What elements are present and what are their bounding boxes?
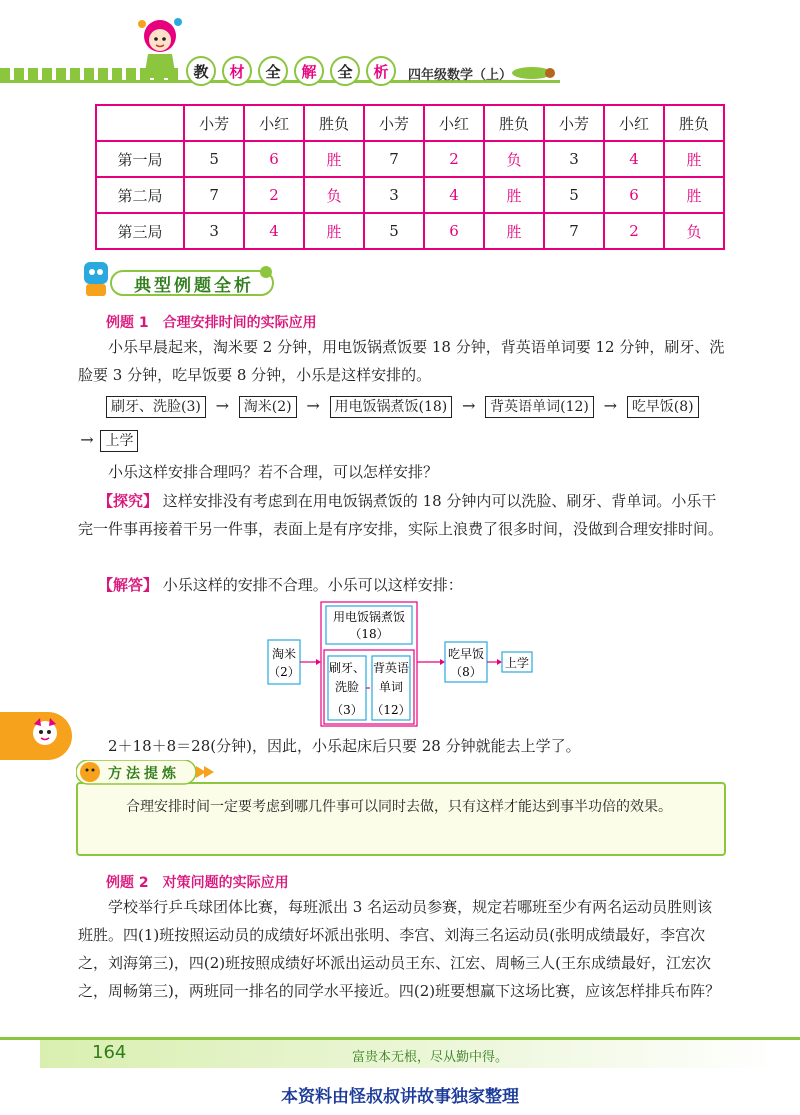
table-cell: 胜负 — [484, 105, 544, 141]
table-cell: 2 — [244, 177, 304, 213]
flow-step: 淘米(2) — [239, 396, 297, 418]
answer-text: 小乐这样的安排不合理。小乐可以这样安排： — [162, 576, 463, 594]
section-banner — [110, 270, 274, 296]
diagram-text: （2） — [268, 665, 300, 679]
table-cell: 胜 — [664, 141, 724, 177]
example1-problem: 小乐早晨起来，淘米要 2 分钟，用电饭锅煮饭要 18 分钟，背英语单词要 12 分钟，刷牙、洗脸要 3 分钟，吃早饭要 8 分钟，小乐是这样安排的。 — [78, 338, 725, 384]
table-row — [96, 177, 724, 213]
tips-label: 方法提炼 — [108, 766, 180, 782]
diagram-text: 吃早饭 — [447, 647, 485, 661]
diagram-text: 单词 — [378, 680, 404, 694]
arrow-right-icon: → — [80, 430, 94, 449]
footer-motto: 富贵本无根，尽从勤中得。 — [352, 1050, 509, 1065]
table-cell: 胜 — [304, 141, 364, 177]
diagram-text: （3） — [331, 703, 363, 717]
table-cell: 胜 — [484, 177, 544, 213]
table-cell: 小红 — [244, 105, 304, 141]
diagram-text: （18） — [349, 627, 389, 641]
mascot-icon — [132, 14, 188, 80]
arrow-right-icon: → — [215, 396, 229, 415]
table-cell: 第二局 — [96, 177, 184, 213]
schedule-flow — [106, 396, 726, 418]
section-banner-label: 典型例题全析 — [134, 275, 254, 296]
table-cell: 第一局 — [96, 141, 184, 177]
diagram-text: 用电饭锅煮饭 — [332, 610, 406, 624]
table-cell: 第三局 — [96, 213, 184, 249]
table-cell: 3 — [544, 141, 604, 177]
example1-heading: 例题 1 合理安排时间的实际应用 — [106, 315, 317, 331]
table-cell: 4 — [604, 141, 664, 177]
example1-question: 小乐这样安排合理吗？若不合理，可以怎样安排？ — [108, 463, 439, 481]
flow-step: 上学 — [100, 430, 138, 452]
table-cell: 胜负 — [304, 105, 364, 141]
explore-paragraph — [78, 487, 726, 543]
table-cell: 小红 — [604, 105, 664, 141]
table-cell: 小芳 — [364, 105, 424, 141]
arrow-right-icon: → — [603, 396, 618, 415]
diagram-text: （8） — [450, 665, 482, 679]
table-cell: 小红 — [424, 105, 484, 141]
table-cell: 2 — [604, 213, 664, 249]
table-cell: 负 — [484, 141, 544, 177]
diagram-text: （12） — [371, 703, 411, 717]
table-header-row — [96, 105, 724, 141]
diagram-text: 上学 — [504, 656, 530, 670]
score-table — [95, 104, 725, 250]
table-cell: 胜负 — [664, 105, 724, 141]
page-number: 164 — [92, 1042, 127, 1063]
title-char: 全 — [258, 56, 288, 86]
book-title — [186, 56, 396, 86]
flow-step: 用电饭锅煮饭(18) — [330, 396, 453, 418]
answer-tag: 【解答】 — [98, 576, 159, 594]
answer-paragraph — [78, 571, 726, 599]
table-cell: 6 — [604, 177, 664, 213]
diagram-text: 背英语 — [372, 661, 410, 675]
schedule-diagram — [264, 598, 534, 730]
table-cell: 2 — [424, 141, 484, 177]
table-cell — [96, 105, 184, 141]
table-cell: 5 — [184, 141, 244, 177]
credit-line: 本资料由怪叔叔讲故事独家整理 — [281, 1087, 519, 1107]
table-cell: 4 — [244, 213, 304, 249]
table-cell: 胜 — [484, 213, 544, 249]
table-cell: 7 — [184, 177, 244, 213]
example2-heading: 例题 2 对策问题的实际应用 — [106, 875, 289, 891]
explore-text: 这样安排没有考虑到在用电饭锅煮饭的 18 分钟内可以洗脸、刷牙、背单词。小乐干完一件事再接着干另一件事，表面上是有序安排，实际上浪费了很多时间，没做到合理安排时间。 — [78, 492, 724, 538]
diagram-text: 洗脸 — [334, 680, 360, 694]
arrow-right-icon: → — [462, 396, 476, 415]
flow-step: 刷牙、洗脸(3) — [106, 396, 206, 418]
tips-text: 合理安排时间一定要考虑到哪几件事可以同时去做，只有这样才能达到事半功倍的效果。 — [126, 799, 672, 815]
tips-box — [76, 782, 726, 856]
title-char: 材 — [222, 56, 252, 86]
cat-face-icon — [30, 716, 60, 748]
table-row — [96, 213, 724, 249]
table-cell: 胜 — [664, 177, 724, 213]
table-cell: 3 — [364, 177, 424, 213]
table-cell: 负 — [664, 213, 724, 249]
schedule-flow-cont — [78, 430, 138, 452]
table-cell: 3 — [184, 213, 244, 249]
table-cell: 小芳 — [544, 105, 604, 141]
title-char: 解 — [294, 56, 324, 86]
table-cell: 胜 — [304, 213, 364, 249]
arrow-right-icon: → — [306, 396, 320, 415]
grade-label: 四年级数学（上） — [408, 68, 513, 83]
explore-tag: 【探究】 — [98, 492, 159, 510]
title-char: 析 — [366, 56, 396, 86]
example2-text: 学校举行乒乓球团体比赛，每班派出 3 名运动员参赛，规定若哪班至少有两名运动员胜则该班胜。四(1)班按照运动员的成绩好坏派出张明、李宫、刘海三名运动员(张明成绩最好，李宫次之，刘海第三)，四(2)班按照成绩好坏派出运动员王东、江宏、周畅三人(王东成绩最好，江宏次之，周畅第三)，两班同一排名的同学水平接近。四(2)班要想赢下这场比赛，应该怎样排兵布阵？ — [78, 898, 721, 1000]
flow-step: 背英语单词(12) — [485, 396, 594, 418]
table-cell: 小芳 — [184, 105, 244, 141]
example1-calc: 2＋18＋8＝28(分钟)，因此，小乐起床后只要 28 分钟就能去上学了。 — [108, 737, 581, 755]
table-cell: 5 — [364, 213, 424, 249]
table-cell: 6 — [244, 141, 304, 177]
table-cell: 4 — [424, 177, 484, 213]
table-cell: 7 — [544, 213, 604, 249]
table-cell: 负 — [304, 177, 364, 213]
diagram-text: 刷牙、 — [328, 661, 366, 675]
title-char: 教 — [186, 56, 216, 86]
title-char: 全 — [330, 56, 360, 86]
table-cell: 7 — [364, 141, 424, 177]
table-row — [96, 141, 724, 177]
table-cell: 5 — [544, 177, 604, 213]
flow-step: 吃早饭(8) — [627, 396, 699, 418]
diagram-text: 淘米 — [271, 647, 297, 661]
sparkle-icon — [256, 262, 276, 282]
leaf-icon — [510, 64, 556, 80]
table-cell: 6 — [424, 213, 484, 249]
robot-mascot-icon — [78, 258, 114, 298]
